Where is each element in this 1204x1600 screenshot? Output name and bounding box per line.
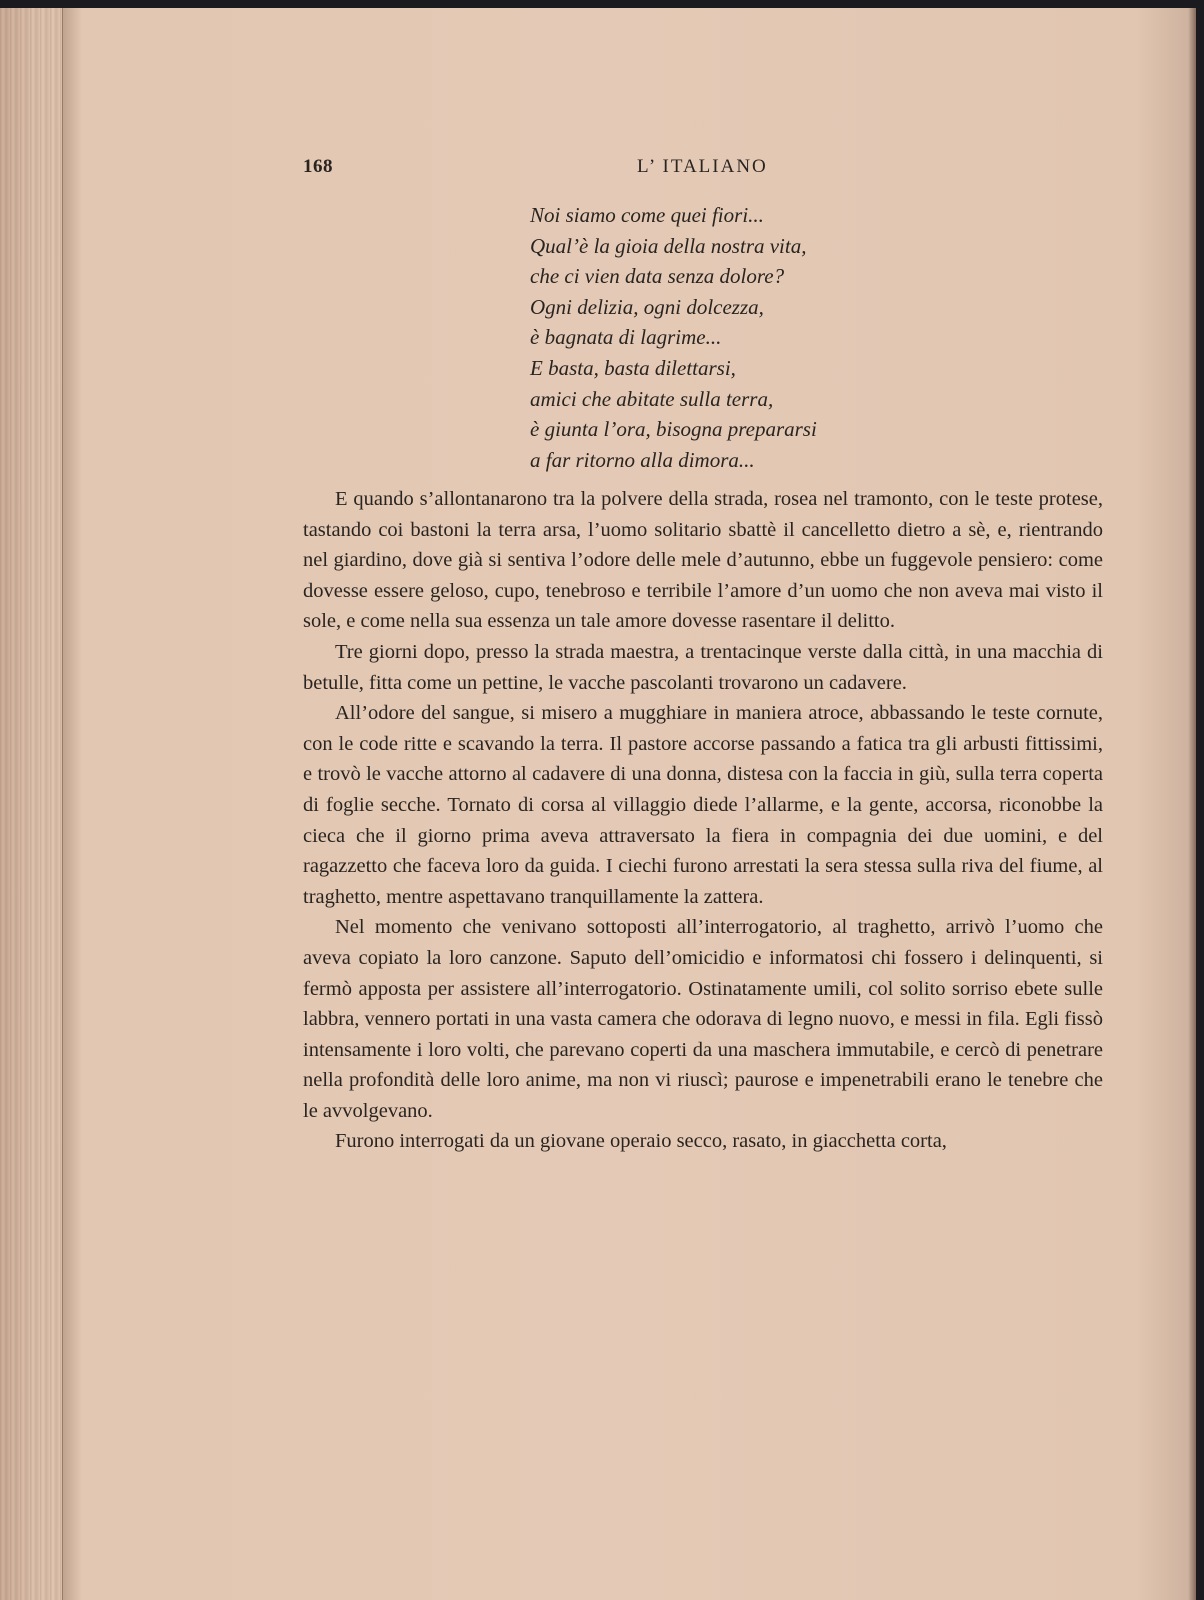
poem-line: è giunta l’ora, bisogna prepararsi (530, 417, 817, 442)
poem-line: Ogni delizia, ogni dolcezza, (530, 294, 764, 319)
poem-line: che ci vien data senza dolore? (530, 264, 785, 289)
paragraph: All’odore del sangue, si misero a mugghiare in maniera atroce, abbassando le teste cornute, con le code ritte e scavando la terra. Il pastore accorse passando a fatica tra gli arbusti fittissimi, e trovò le vacche attorno al cadavere di una donna, distesa con la faccia in giù, sulla terra coperta di foglie secche. Tornato di corsa al villaggio diede l’allarme, e la gente, accorsa, riconobbe la cieca che il giorno prima aveva attraversato la fiera in compagnia dei due uomini, e del ragazzetto che faceva loro da guida. I ciechi furono arrestati la sera stessa sulla riva del fiume, al traghetto, mentre aspettavano tranquillamente la zattera. (303, 702, 1103, 908)
poem-line: è bagnata di lagrime... (530, 325, 722, 350)
poem-line: a far ritorno alla dimora... (530, 447, 755, 472)
prose-body (303, 484, 1103, 1157)
page-edges (0, 8, 63, 1600)
running-header (303, 156, 1103, 186)
spine-shadow (62, 8, 82, 1600)
poem-line: Noi siamo come quei fiori... (530, 203, 764, 227)
paragraph: Furono interrogati da un giovane operaio secco, rasato, in giacchetta corta, (335, 1130, 947, 1153)
paragraph: Tre giorni dopo, presso la strada maestra, a trentacinque verste dalla città, in una macchia di betulle, fitta come un pettine, le vacche pascolanti trovarono un cadavere. (303, 640, 1103, 694)
paragraph: Nel momento che venivano sottoposti all’interrogatorio, al traghetto, arrivò l’uomo che aveva copiato la loro canzone. Saputo dell’omicidio e informatosi chi fossero i delinquenti, si fermò apposta per assistere all’interrogatorio. Ostinatamente umili, col solito sorriso ebete sulle labbra, vennero portati in una vasta camera che odorava di legno nuovo, e messi in fila. Egli fissò intensamente i loro volti, che parevano coperti da una maschera immutabile, e cercò di penetrare nella profondità delle loro anime, ma non vi riuscì; paurose e impenetrabili erano le tenebre che le avvolgevano. (303, 916, 1103, 1122)
paragraph: E quando s’allontanarono tra la polvere della strada, rosea nel tramonto, con le teste protese, tastando coi bastoni la terra arsa, l’uomo solitario sbattè il cancelletto dietro a sè, e, rientrando nel giardino, dove già si sentiva l’odore delle mele d’autunno, ebbe un fuggevole pensiero: come dovesse essere geloso, cupo, tenebroso e terribile l’amore d’un uomo che non aveva mai visto il sole, e come nella sua essenza un tale amore dovesse rasentare il delitto. (303, 488, 1103, 633)
book-page (0, 8, 1196, 1600)
poem-line: Qual’è la gioia della nostra vita, (530, 233, 807, 258)
poem-line: amici che abitate sulla terra, (530, 386, 774, 411)
right-page-edge (1188, 8, 1196, 1600)
page-number: 168 (303, 156, 333, 177)
poem-stanza (530, 200, 970, 475)
poem-line: E basta, basta dilettarsi, (530, 355, 736, 380)
running-title: L’ ITALIANO (637, 156, 768, 177)
